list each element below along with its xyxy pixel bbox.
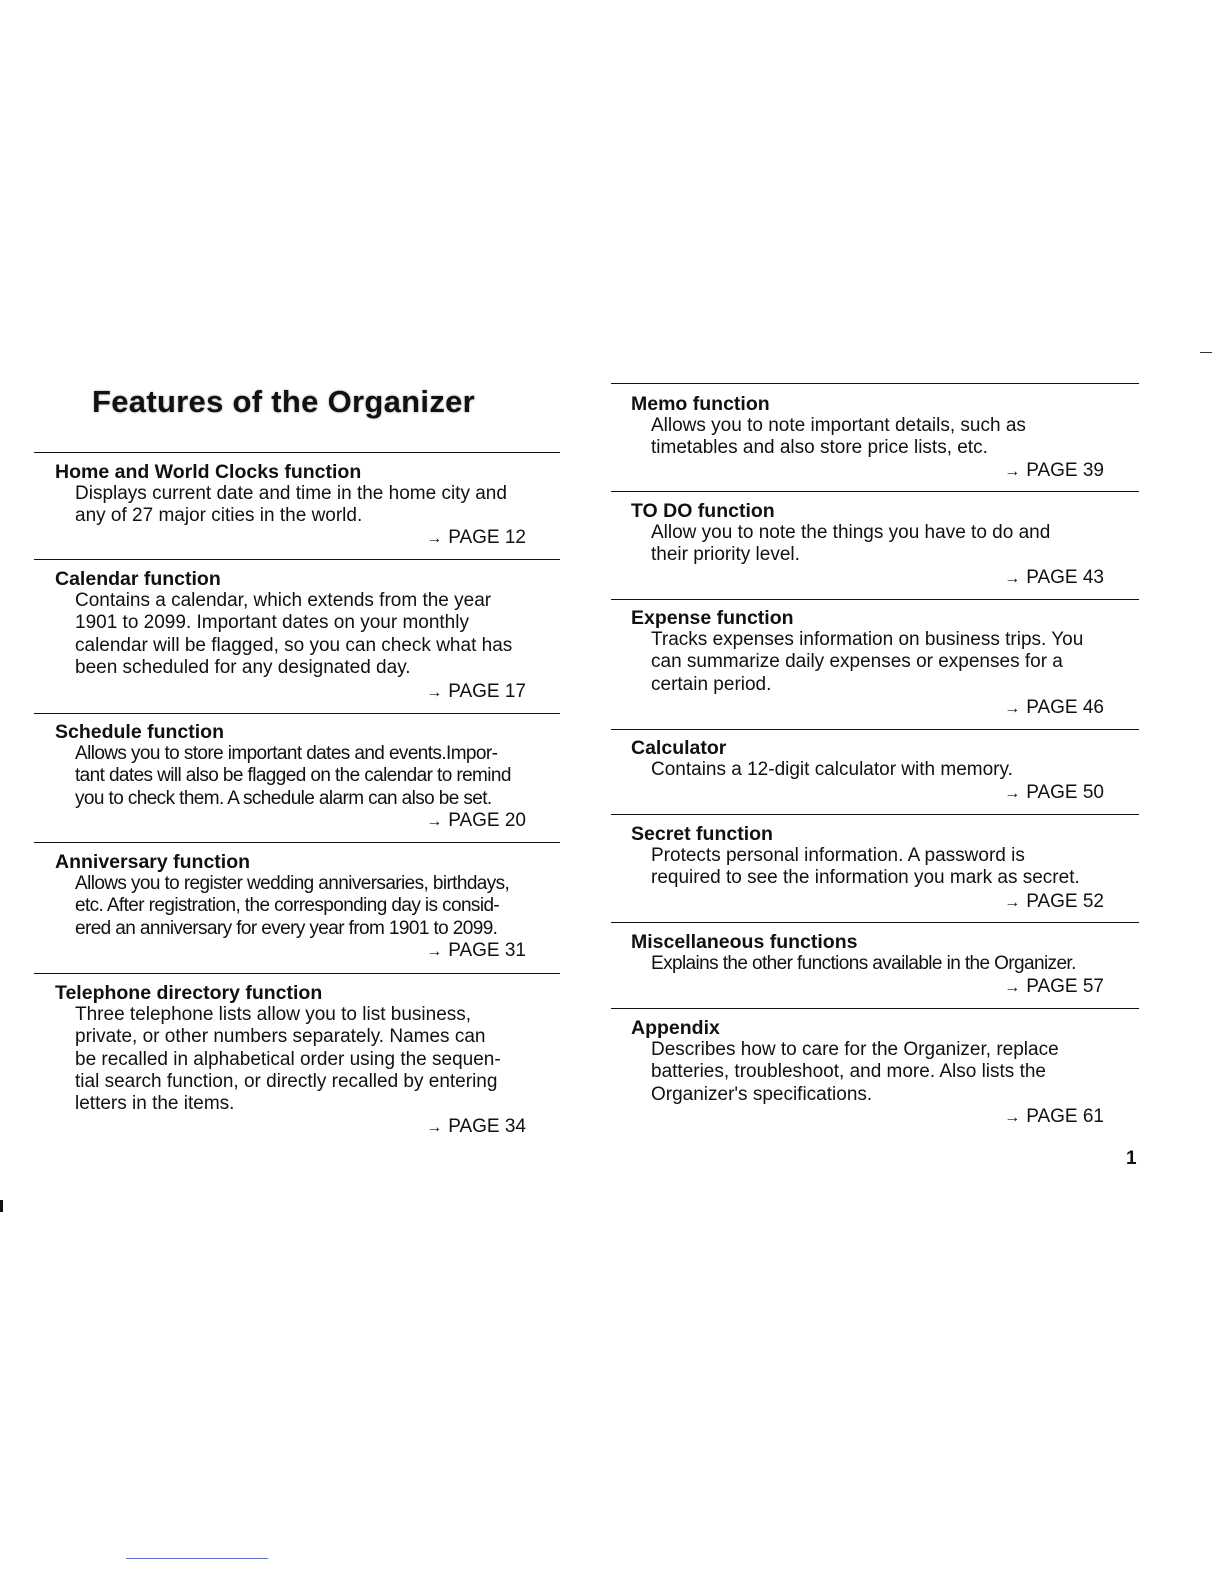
- feature-heading: Home and World Clocks function: [55, 461, 362, 483]
- feature-entry-to-do: [611, 500, 1139, 567]
- feature-heading: Secret function: [631, 823, 773, 845]
- page-reference: → PAGE 61: [1004, 1106, 1104, 1127]
- section-divider: [34, 973, 560, 974]
- feature-description-line: Organizer's specifications.: [651, 1083, 873, 1105]
- section-divider: [34, 559, 560, 560]
- feature-heading: Appendix: [631, 1017, 720, 1039]
- feature-description-line: private, or other numbers separately. Names can: [75, 1026, 486, 1048]
- feature-entry-anniversary: [34, 851, 560, 940]
- feature-description-line: certain period.: [651, 673, 772, 695]
- feature-entry-telephone-directory: [34, 982, 560, 1115]
- feature-entry-schedule: [34, 721, 560, 810]
- feature-heading: Anniversary function: [55, 851, 251, 873]
- section-divider: [611, 491, 1139, 492]
- feature-description-line: calendar will be flagged, so you can check what has: [75, 634, 513, 656]
- feature-entry-secret: [611, 823, 1139, 890]
- feature-description-line: be recalled in alphabetical order using the sequen-: [75, 1048, 501, 1070]
- arrow-right-icon: →: [1004, 570, 1021, 587]
- section-divider: [611, 1008, 1139, 1009]
- feature-heading: Memo function: [631, 393, 770, 415]
- page-reference: → PAGE 17: [426, 681, 526, 702]
- arrow-right-icon: →: [426, 943, 443, 960]
- arrow-right-icon: →: [426, 813, 443, 830]
- feature-description-line: can summarize daily expenses or expenses for a: [651, 651, 1063, 673]
- feature-entry-memo: [611, 393, 1139, 460]
- feature-heading: Telephone directory function: [55, 982, 323, 1004]
- feature-description-line: required to see the information you mark as secret.: [651, 867, 1080, 889]
- page-reference: → PAGE 39: [1004, 460, 1104, 481]
- arrow-right-icon: →: [1004, 463, 1021, 480]
- arrow-right-icon: →: [426, 684, 443, 701]
- section-divider: [611, 922, 1139, 923]
- feature-entry-appendix: [611, 1017, 1139, 1106]
- page-number: 1: [1126, 1148, 1137, 1169]
- feature-entry-expense: [611, 607, 1139, 696]
- feature-heading: Schedule function: [55, 721, 225, 743]
- section-divider: [34, 842, 560, 843]
- feature-description-line: Contains a calendar, which extends from the year: [75, 590, 492, 611]
- page-reference: → PAGE 34: [426, 1116, 526, 1137]
- feature-description-line: Tracks expenses information on business trips. You: [651, 629, 1084, 650]
- feature-entry-calculator: [611, 737, 1139, 781]
- feature-entry-calendar: [34, 568, 560, 679]
- feature-description-line: Allows you to register wedding anniversaries, birthdays,: [75, 873, 510, 894]
- arrow-right-icon: →: [1004, 979, 1021, 996]
- feature-description-line: Displays current date and time in the home city and: [75, 483, 507, 504]
- page-reference: → PAGE 31: [426, 940, 526, 961]
- arrow-right-icon: →: [426, 530, 443, 547]
- page-reference: → PAGE 12: [426, 527, 526, 548]
- scan-edge-mark: [1200, 352, 1212, 353]
- feature-description-line: been scheduled for any designated day.: [75, 656, 411, 678]
- feature-description-line: letters in the items.: [75, 1093, 235, 1115]
- feature-description-line: Three telephone lists allow you to list business,: [75, 1004, 472, 1025]
- feature-heading: Calculator: [631, 737, 727, 759]
- feature-description-line: ered an anniversary for every year from 1901 to 2099.: [75, 917, 498, 939]
- feature-description-line: Allows you to store important dates and events.Impor-: [75, 743, 498, 764]
- section-divider: [34, 713, 560, 714]
- feature-heading: Expense function: [631, 607, 794, 629]
- arrow-right-icon: →: [1004, 785, 1021, 802]
- feature-entry-home-world-clocks: [34, 461, 560, 528]
- arrow-right-icon: →: [1004, 894, 1021, 911]
- feature-description-line: their priority level.: [651, 544, 800, 566]
- feature-entry-miscellaneous: [611, 931, 1139, 975]
- feature-description-line: you to check them. A schedule alarm can also be set.: [75, 787, 492, 809]
- feature-description-line: timetables and also store price lists, etc.: [651, 437, 988, 459]
- page-reference: → PAGE 20: [426, 810, 526, 831]
- feature-description-line: any of 27 major cities in the world.: [75, 505, 363, 527]
- page-reference: → PAGE 50: [1004, 782, 1104, 803]
- page-reference: → PAGE 46: [1004, 697, 1104, 718]
- feature-heading: TO DO function: [631, 500, 775, 522]
- page-title: Features of the Organizer: [92, 384, 476, 419]
- feature-description-line: Allows you to note important details, such as: [651, 415, 1026, 436]
- arrow-right-icon: →: [1004, 1109, 1021, 1126]
- scan-edge-mark: [0, 1200, 3, 1212]
- feature-description-line: batteries, troubleshoot, and more. Also lists the: [651, 1061, 1046, 1083]
- scan-bottom-line: [126, 1558, 268, 1559]
- feature-description-line: tant dates will also be flagged on the calendar to remind: [75, 765, 511, 787]
- feature-description-line: Protects personal information. A password is: [651, 845, 1025, 866]
- section-divider: [611, 814, 1139, 815]
- page-reference: → PAGE 43: [1004, 567, 1104, 588]
- feature-heading: Calendar function: [55, 568, 221, 590]
- feature-description-line: Contains a 12-digit calculator with memory.: [651, 759, 1013, 780]
- feature-description-line: Describes how to care for the Organizer, replace: [651, 1039, 1059, 1060]
- feature-heading: Miscellaneous functions: [631, 931, 858, 953]
- section-divider: [611, 599, 1139, 600]
- feature-description-line: tial search function, or directly recalled by entering: [75, 1070, 498, 1092]
- section-divider: [611, 729, 1139, 730]
- page-reference: → PAGE 57: [1004, 976, 1104, 997]
- feature-description-line: Explains the other functions available in the Organizer.: [651, 953, 1076, 974]
- arrow-right-icon: →: [1004, 700, 1021, 717]
- page-reference: → PAGE 52: [1004, 891, 1104, 912]
- arrow-right-icon: →: [426, 1119, 443, 1136]
- feature-description-line: Allow you to note the things you have to do and: [651, 522, 1051, 543]
- section-divider: [34, 452, 560, 453]
- feature-description-line: 1901 to 2099. Important dates on your monthly: [75, 612, 469, 634]
- section-divider: [611, 383, 1139, 384]
- feature-description-line: etc. After registration, the corresponding day is consid-: [75, 895, 500, 917]
